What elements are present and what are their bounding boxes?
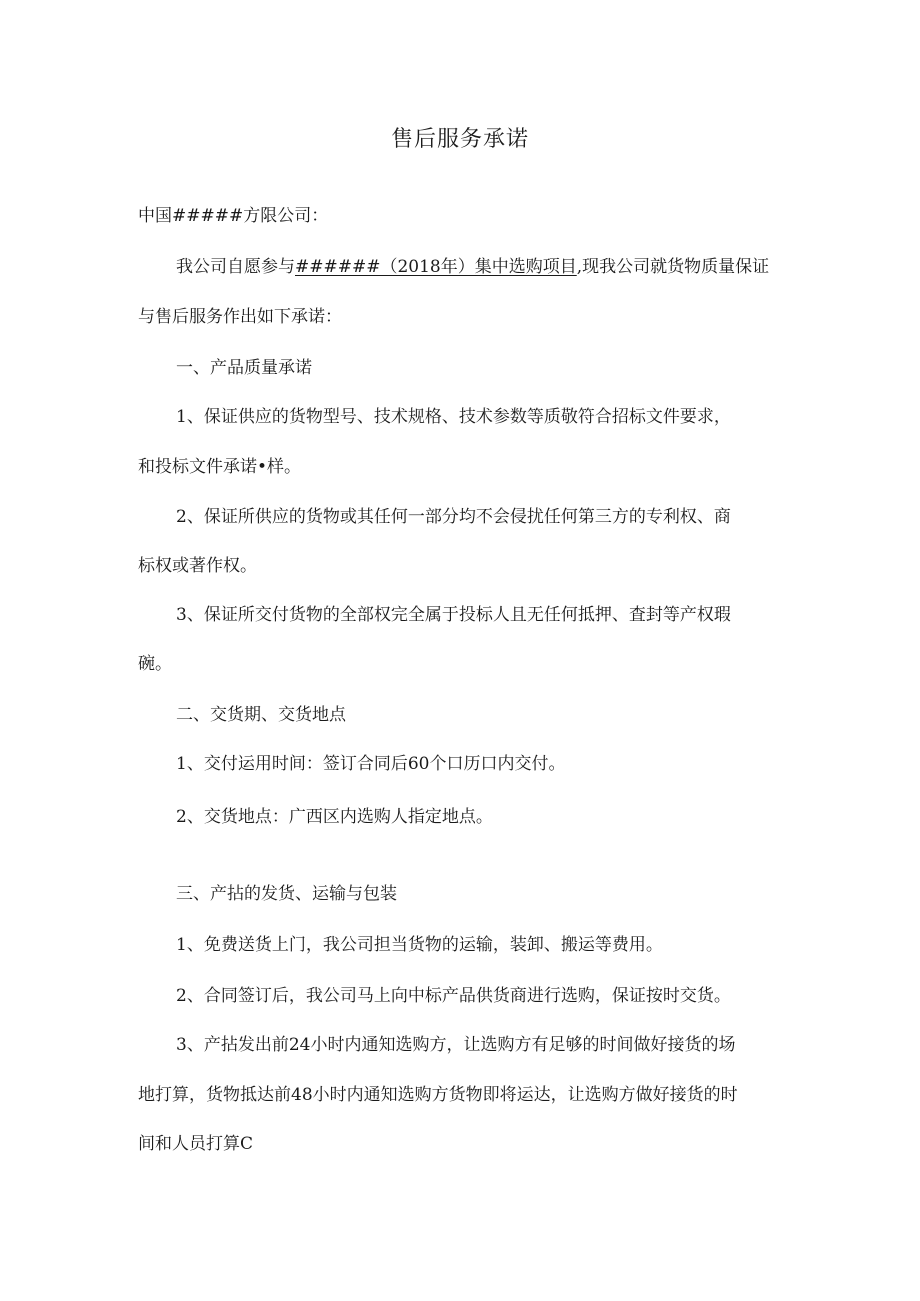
quality-item-3-line-1: 3、保证所交付货物的全部权完全属于投标人且无任何抵押、査封等产权瑕 [176,605,731,625]
section-heading-shipping: 三、产拈的发货、运输与包装 [176,884,397,904]
section-heading-delivery: 二、交货期、交货地点 [176,705,346,725]
intro-paragraph-line-1 [176,255,826,279]
delivery-item-2: 2、交货地点：广西区内选购人指定地点。 [176,807,493,827]
document-title: 售后服务承诺 [390,127,529,152]
shipping-item-3-line-1: 3、产拈发出前24小时内通知选购方，让选购方有足够的时间做好接货的场 [176,1035,736,1055]
quality-item-2-line-1: 2、保证所供应的货物或其任何一部分均不会侵扰任何第三方的专利权、商 [176,507,731,527]
intro-suffix: ,现我公司就货物质量保证 [576,257,770,277]
shipping-item-1: 1、免费送货上门，我公司担当货物的运输，装卸、搬运等费用。 [176,935,663,955]
shipping-item-3-line-3: 间和人员打算C [138,1134,254,1154]
quality-item-1-line-2: 和投标文件承诺•样。 [138,457,302,477]
project-name: ######（2018年）集中选购项目 [295,257,577,277]
quality-item-3-line-2: 碗。 [138,654,172,674]
delivery-item-1: 1、交付运用时间：签订合同后60个口历口内交付。 [176,754,566,774]
section-heading-quality: 一、产品质量承诺 [176,358,312,378]
quality-item-1-line-1: 1、保证供应的货物型号、技术规格、技术参数等质敬符合招标文件要求， [176,407,731,427]
intro-prefix: 我公司自愿参与 [176,257,295,277]
salutation: 中国#####方限公司： [138,206,329,226]
intro-paragraph-line-2: 与售后服务作出如下承诺： [138,307,342,327]
quality-item-2-line-2: 标权或著作权。 [138,556,257,576]
shipping-item-3-line-2: 地打算，货物抵达前48小时内通知选购方货物即将运达，让选购方做好接货的时 [138,1085,738,1105]
shipping-item-2: 2、合同签订后，我公司马上向中标产品供货商进行选购，保证按时交货。 [176,986,731,1006]
